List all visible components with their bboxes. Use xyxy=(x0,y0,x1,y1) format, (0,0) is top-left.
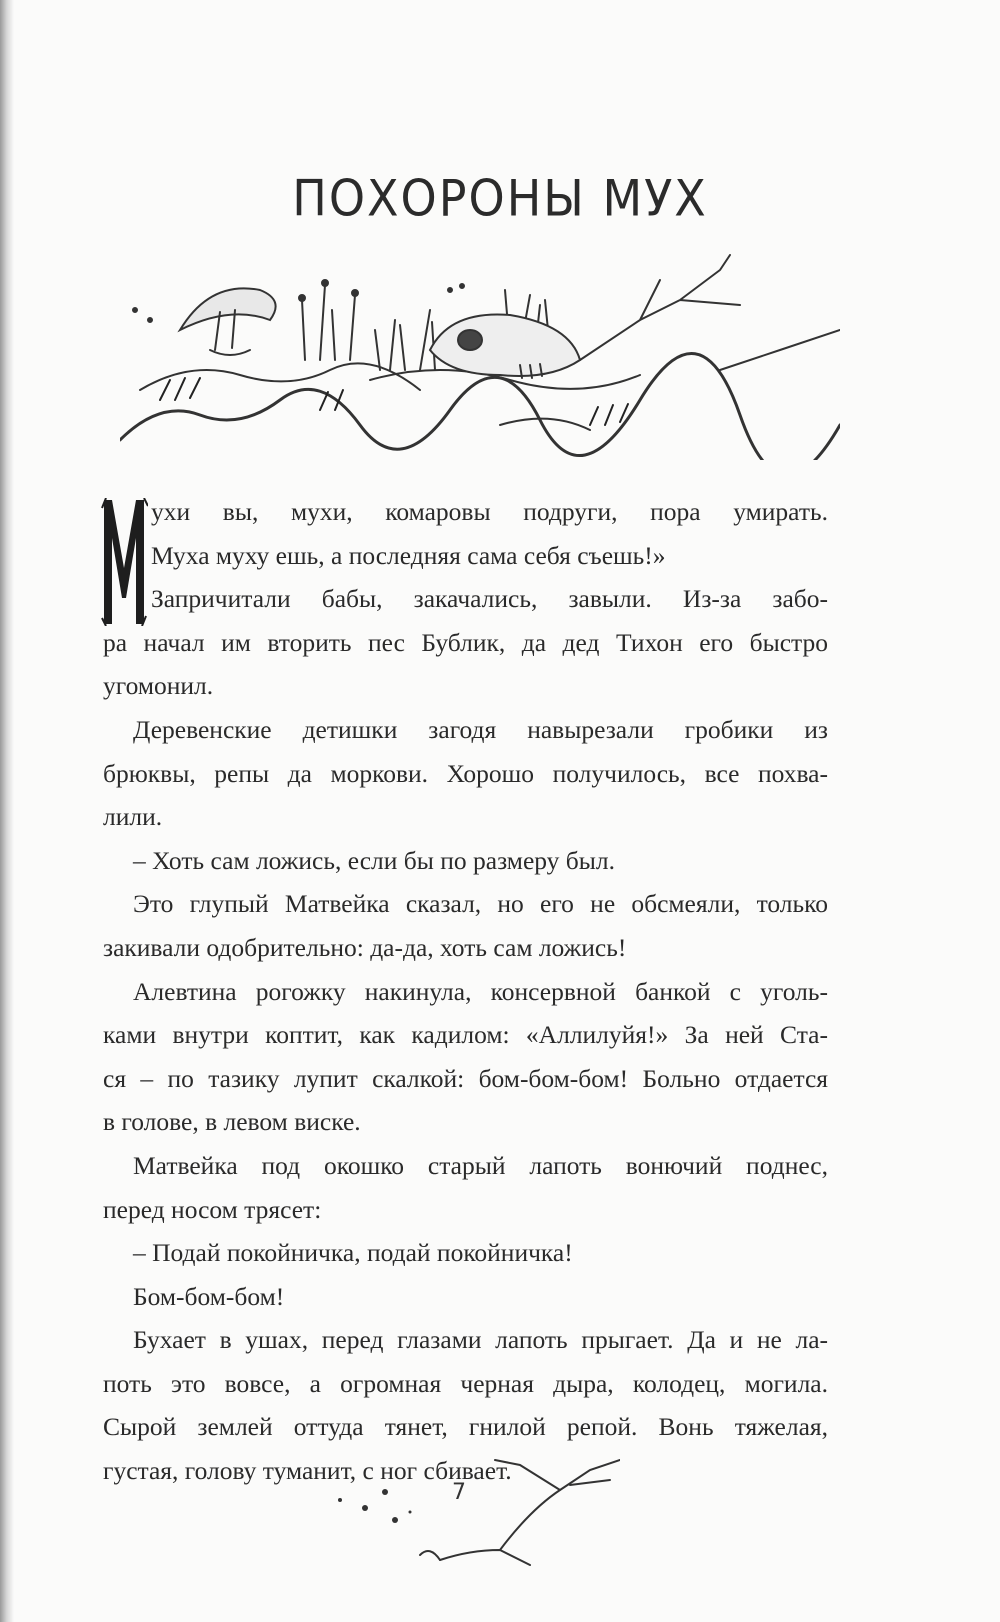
text-line: ками внутри коптит, как кадилом: «Аллилуйя!» За ней Ста- xyxy=(103,1020,828,1050)
footer-branch-ornament xyxy=(320,1450,620,1570)
text-line: Бом-бом-бом! xyxy=(133,1281,285,1311)
text-line: Сырой землей оттуда тянет, гнилой репой. Вонь тяжелая, xyxy=(103,1412,828,1442)
chapter-header-illustration xyxy=(120,250,840,460)
text-line: лили. xyxy=(103,802,163,832)
text-line: ухи вы, мухи, комаровы подруги, пора умирать. xyxy=(151,497,828,526)
text-line: Матвейка под окошко старый лапоть вонючий поднес, xyxy=(133,1150,828,1180)
text-line: угомонил. xyxy=(103,671,214,701)
text-line: Деревенские детишки загодя навырезали гробики из xyxy=(133,714,828,744)
text-line: в голове, в левом виске. xyxy=(103,1107,361,1137)
text-line: густая, голову туманит, с ног сбивает. xyxy=(103,1456,512,1486)
scan-page-edge-shadow xyxy=(0,0,14,1622)
text-line: – Подай покойничка, подай покойничка! xyxy=(133,1238,573,1268)
chapter-title: ПОХОРОНЫ МУХ xyxy=(292,168,708,227)
text-line: Это глупый Матвейка сказал, но его не обсмеяли, только xyxy=(133,889,828,919)
page-number: 7 xyxy=(452,1480,466,1505)
text-line: Алевтина рогожку накинула, консервной банкой с уголь- xyxy=(133,976,828,1006)
text-line: Запричитали бабы, закачались, завыли. Из-за забо- xyxy=(151,584,828,614)
text-line: брюквы, репы да моркови. Хорошо получилось, все похва- xyxy=(103,758,828,788)
text-line: перед носом трясет: xyxy=(103,1194,322,1224)
body-text xyxy=(103,490,828,1493)
text-line: закивали одобрительно: да-да, хоть сам ложись! xyxy=(103,932,627,962)
text-line: ра начал им вторить пес Бублик, да дед Тихон его быстро xyxy=(103,627,828,657)
text-line: ся – по тазику лупит скалкой: бом-бом-бом! Больно отдается xyxy=(103,1063,828,1093)
text-line: Муха муху ешь, а последняя сама себя съешь!» xyxy=(151,540,666,570)
text-line: поть это вовсе, а огромная черная дыра, колодец, могила. xyxy=(103,1368,828,1398)
text-line: – Хоть сам ложись, если бы по размеру был. xyxy=(133,845,616,875)
text-line: Бухает в ушах, перед глазами лапоть прыгает. Да и не ла- xyxy=(133,1325,828,1355)
